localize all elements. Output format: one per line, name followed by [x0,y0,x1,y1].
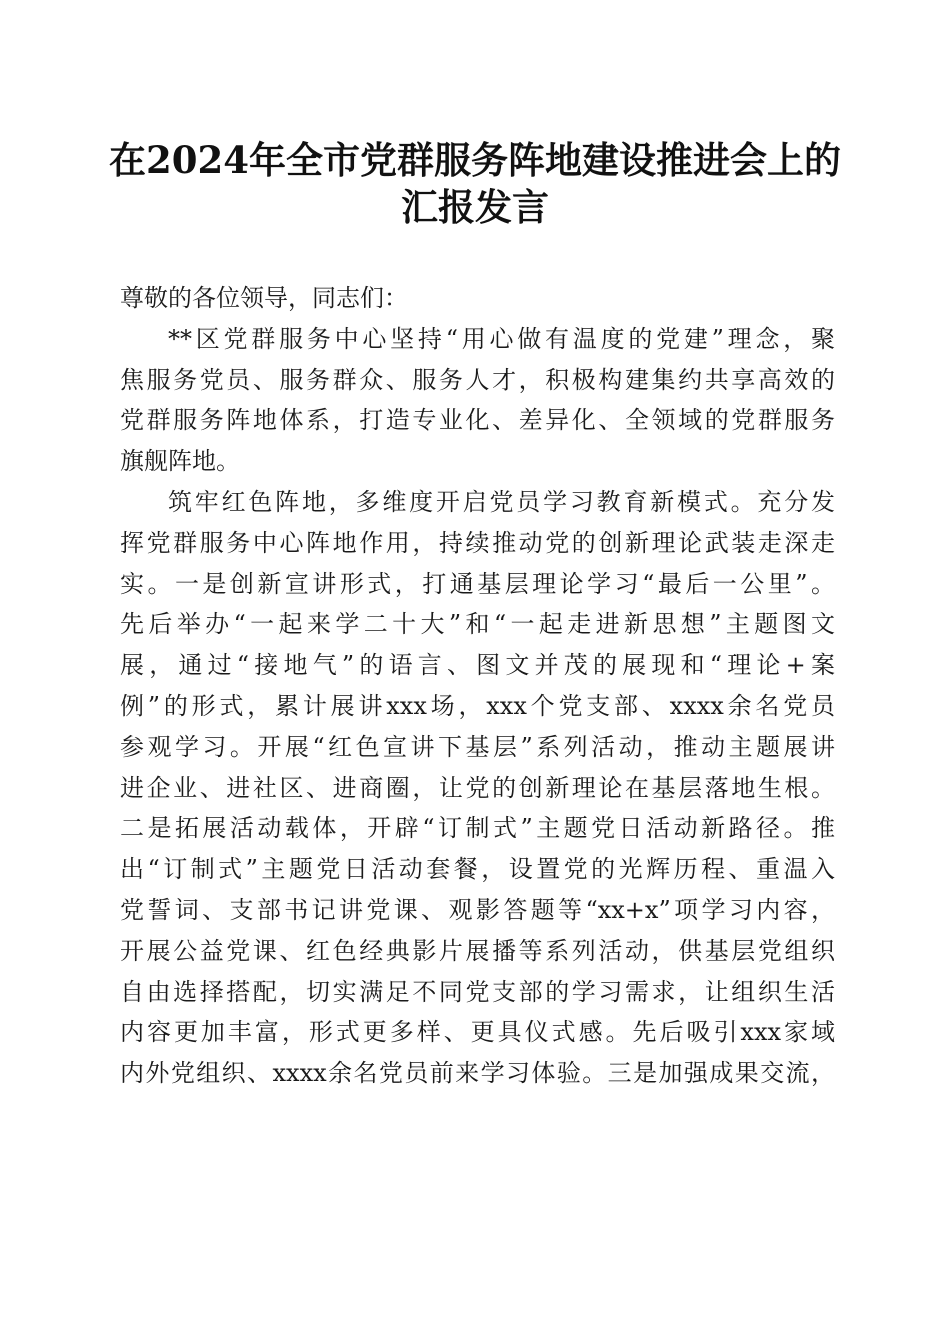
document-title-line-2: 汇报发言 [401,185,549,229]
body-line: 党群服务阵地体系，打造专业化、差异化、全领域的党群服务 [120,406,835,435]
body-line: 内容更加丰富，形式更多样、更具仪式感。先后吸引xxx家域 [120,1018,835,1047]
body-line: 挥党群服务中心阵地作用，持续推动党的创新理论武装走深走 [120,528,835,557]
body-line: 进企业、进社区、进商圈，让党的创新理论在基层落地生根。 [120,773,835,802]
body-line: 先后举办“一起来学二十大”和“一起走进新思想”主题图文 [120,610,835,639]
salutation: 尊敬的各位领导，同志们： [120,284,408,312]
body-line: 自由选择搭配，切实满足不同党支部的学习需求，让组织生活 [120,977,835,1006]
body-line: 例”的形式，累计展讲xxx场，xxx个党支部、xxxx余名党员 [120,691,835,720]
body-line: 开展公益党课、红色经典影片展播等系列活动，供基层党组织 [120,936,835,965]
body-line: 旗舰阵地。 [120,447,240,476]
document-title-line-1: 在2024年全市党群服务阵地建设推进会上的 [109,138,841,182]
body-line: 参观学习。开展“红色宣讲下基层”系列活动，推动主题展讲 [120,732,835,761]
body-line: 出“订制式”主题党日活动套餐，设置党的光辉历程、重温入 [120,855,835,884]
body-line: 实。一是创新宣讲形式，打通基层理论学习“最后一公里”。 [120,569,835,598]
body-line: 内外党组织、xxxx余名党员前来学习体验。三是加强成果交流， [120,1059,835,1088]
body-line: **区党群服务中心坚持“用心做有温度的党建”理念，聚 [168,324,835,353]
document-body [120,278,835,1094]
body-line: 二是拓展活动载体，开辟“订制式”主题党日活动新路径。推 [120,814,835,843]
body-line: 展，通过“接地气”的语言、图文并茂的展现和“理论+案 [120,651,835,680]
body-line: 筑牢红色阵地，多维度开启党员学习教育新模式。充分发 [168,487,835,516]
body-line: 焦服务党员、服务群众、服务人才，积极构建集约共享高效的 [120,365,835,394]
body-line: 党誓词、支部书记讲党课、观影答题等“xx+x”项学习内容， [120,895,835,924]
